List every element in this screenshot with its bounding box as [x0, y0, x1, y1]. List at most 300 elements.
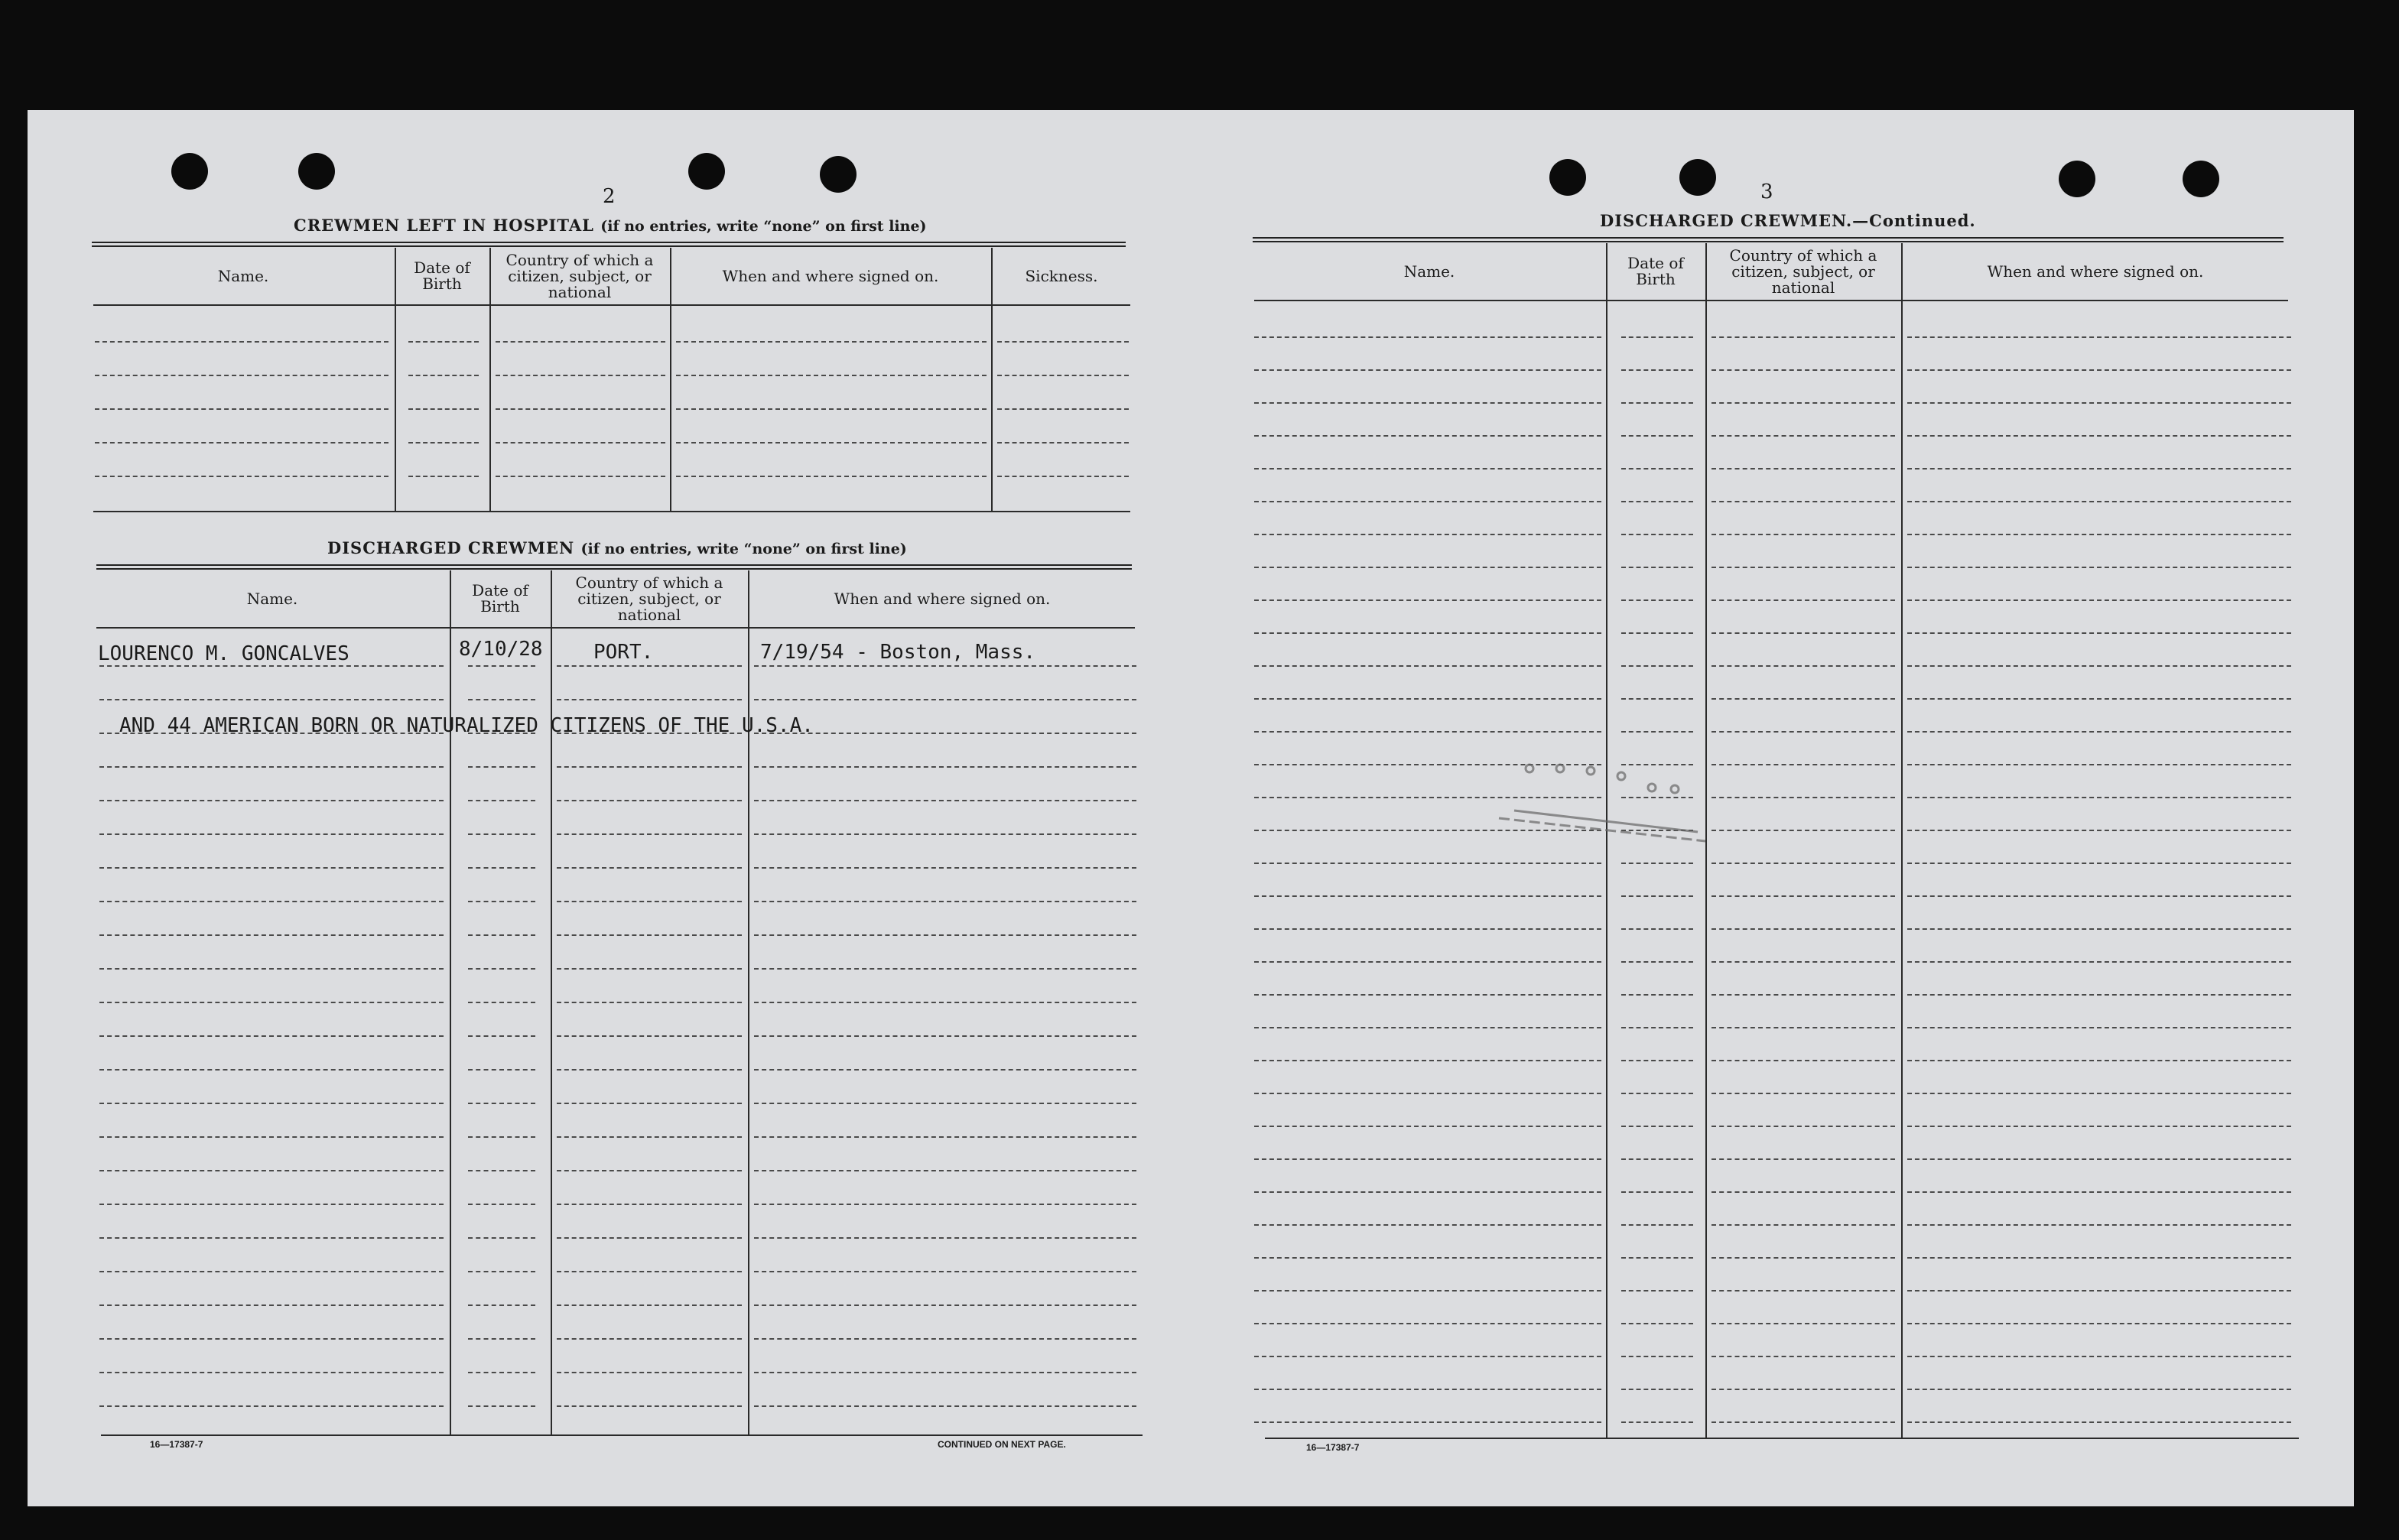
ruled-line [1907, 764, 2291, 765]
ruled-line [1907, 1224, 2291, 1226]
ruled-line [1907, 369, 2291, 371]
faint-stamp-mark [1484, 734, 1713, 856]
ruled-line [1621, 1290, 1693, 1291]
ruled-line [1907, 1027, 2291, 1028]
ruled-line [676, 408, 987, 410]
ruled-line [754, 766, 1136, 768]
ruled-line [99, 800, 444, 801]
ruled-line [1254, 1060, 1601, 1061]
ruled-line [557, 1170, 742, 1171]
ruled-line [1907, 501, 2291, 502]
ruled-line [1711, 928, 1895, 930]
hospital-bottom-rule [93, 511, 1130, 512]
ruled-line [997, 442, 1129, 443]
ruled-line [468, 867, 535, 869]
ruled-line [1254, 468, 1601, 469]
ruled-line [468, 1237, 535, 1239]
discharged-instruction: (if no entries, write “none” on first line) [580, 541, 907, 557]
ruled-line [1711, 1421, 1895, 1423]
col-country: Country of which a citizen, subject, or national [505, 250, 654, 301]
ruled-line [496, 442, 665, 443]
ruled-line [557, 1271, 742, 1272]
ruled-line [99, 1338, 444, 1340]
ruled-line [1711, 599, 1895, 601]
ruled-line [1254, 698, 1601, 700]
punch-hole [820, 156, 857, 193]
ruled-line [1621, 1126, 1693, 1127]
ruled-line [1254, 1356, 1601, 1357]
ruled-line [496, 476, 665, 477]
ruled-line [557, 968, 742, 970]
ruled-line [99, 1271, 444, 1272]
col-sickness: Sickness. [1025, 266, 1098, 285]
ruled-line [1907, 1421, 2291, 1423]
ruled-line [557, 901, 742, 902]
ruled-line [754, 1035, 1136, 1037]
page-number: 3 [1760, 180, 1773, 203]
ruled-line [676, 375, 987, 376]
column-divider [551, 570, 552, 1434]
ruled-line [754, 1069, 1136, 1071]
ruled-line [1907, 468, 2291, 469]
ruled-line [1621, 632, 1693, 634]
ruled-line [408, 442, 479, 443]
ruled-line [1254, 665, 1601, 667]
ruled-line [1907, 1060, 2291, 1061]
column-divider [395, 248, 396, 511]
ruled-line [1711, 336, 1895, 338]
ruled-line [676, 442, 987, 443]
column-divider [1901, 243, 1903, 1438]
ruled-line [1254, 1421, 1601, 1423]
ruled-line [1254, 1191, 1601, 1193]
ruled-line [1254, 1027, 1601, 1028]
ruled-line [1621, 336, 1693, 338]
ruled-line [1254, 1158, 1601, 1160]
ruled-line [1254, 402, 1601, 404]
punch-hole [688, 153, 725, 190]
ruled-line [1907, 1126, 2291, 1127]
entry-country: PORT. [593, 641, 654, 664]
hospital-section-title [294, 216, 927, 235]
ruled-line [99, 1170, 444, 1171]
entry-name: LOURENCO M. GONCALVES [98, 642, 349, 665]
continued-top-rule [1253, 237, 2284, 242]
ruled-line [1621, 665, 1693, 667]
ruled-line [1907, 402, 2291, 404]
ruled-line [1254, 1323, 1601, 1324]
ruled-line [1711, 1290, 1895, 1291]
ruled-line [468, 1103, 535, 1104]
ruled-line [1907, 632, 2291, 634]
ruled-line [99, 901, 444, 902]
ruled-line [1254, 1257, 1601, 1259]
ruled-line [1907, 731, 2291, 733]
ruled-line [99, 833, 444, 835]
ruled-line [557, 867, 742, 869]
ruled-line [468, 1069, 535, 1071]
ruled-line [1907, 665, 2291, 667]
ruled-line [1621, 1158, 1693, 1160]
discharged-bottom-rule [101, 1434, 1143, 1436]
ruled-line [557, 1035, 742, 1037]
ruled-line [754, 699, 1136, 700]
ruled-line [754, 1170, 1136, 1171]
ruled-line [95, 341, 388, 343]
col-when-where: When and where signed on. [834, 589, 1051, 608]
ruled-line [1711, 567, 1895, 568]
ruled-line [754, 1338, 1136, 1340]
ruled-line [1621, 1093, 1693, 1094]
ruled-line [1621, 1224, 1693, 1226]
ruled-line [496, 408, 665, 410]
ruled-line [1711, 501, 1895, 502]
ruled-line [1254, 336, 1601, 338]
ruled-line [1254, 1290, 1601, 1291]
col-date-of-birth: Date of Birth [414, 258, 470, 293]
column-divider [489, 248, 491, 511]
ruled-line [1711, 468, 1895, 469]
ruled-line [557, 665, 742, 667]
ruled-line [99, 968, 444, 970]
punch-hole [2183, 161, 2219, 197]
ruled-line [1907, 1389, 2291, 1390]
ruled-line [1907, 895, 2291, 897]
ruled-line [95, 476, 388, 477]
ruled-line [1621, 567, 1693, 568]
ruled-line [1907, 599, 2291, 601]
ruled-line [1711, 994, 1895, 996]
ruled-line [1907, 863, 2291, 864]
punch-hole [1679, 159, 1716, 196]
ruled-line [754, 1103, 1136, 1104]
ruled-line [997, 476, 1129, 477]
ruled-line [1621, 961, 1693, 963]
ruled-line [95, 408, 388, 410]
ruled-line [1621, 468, 1693, 469]
ruled-line [1711, 1191, 1895, 1193]
ruled-line [496, 375, 665, 376]
column-divider [748, 570, 749, 1434]
ruled-line [1254, 534, 1601, 535]
ruled-line [1711, 731, 1895, 733]
ruled-line [1711, 632, 1895, 634]
column-divider [450, 570, 451, 1434]
ruled-line [468, 1271, 535, 1272]
hospital-title-text: CREWMEN LEFT IN HOSPITAL [294, 216, 594, 235]
ruled-line [1711, 435, 1895, 437]
ruled-line [754, 968, 1136, 970]
ruled-line [1621, 1257, 1693, 1259]
ruled-line [1711, 1389, 1895, 1390]
ruled-line [1621, 402, 1693, 404]
ruled-line [1621, 698, 1693, 700]
ruled-line [1711, 1224, 1895, 1226]
ruled-line [1711, 961, 1895, 963]
ruled-line [408, 476, 479, 477]
ruled-line [557, 1338, 742, 1340]
hospital-instruction: (if no entries, write “none” on first line) [600, 218, 927, 235]
ruled-line [99, 934, 444, 936]
ruled-line [1907, 961, 2291, 963]
ruled-line [1711, 895, 1895, 897]
ruled-line [1711, 830, 1895, 831]
ruled-line [1907, 567, 2291, 568]
ruled-line [1711, 1093, 1895, 1094]
ruled-line [1711, 534, 1895, 535]
col-when-where: When and where signed on. [722, 266, 939, 285]
ruled-line [557, 1002, 742, 1003]
ruled-line [1621, 1060, 1693, 1061]
header-underline [96, 627, 1135, 629]
col-when-where: When and where signed on. [1987, 262, 2204, 281]
ruled-line [754, 665, 1136, 667]
ruled-line [99, 1103, 444, 1104]
ruled-line [1621, 534, 1693, 535]
ruled-line [1907, 1290, 2291, 1291]
ruled-line [1907, 1191, 2291, 1193]
ruled-line [468, 901, 535, 902]
ruled-line [1711, 1158, 1895, 1160]
ruled-line [754, 833, 1136, 835]
ruled-line [468, 1405, 535, 1407]
ruled-line [1621, 1191, 1693, 1193]
ruled-line [557, 1372, 742, 1373]
ruled-line [1711, 1126, 1895, 1127]
col-date-of-birth: Date of Birth [472, 581, 528, 616]
hospital-top-rule [92, 242, 1126, 247]
col-name: Name. [217, 266, 269, 285]
ruled-line [468, 1304, 535, 1306]
ruled-line [1254, 961, 1601, 963]
ruled-line [1711, 1257, 1895, 1259]
ruled-line [468, 800, 535, 801]
ruled-line [557, 1204, 742, 1205]
ruled-line [676, 476, 987, 477]
ruled-line [468, 1204, 535, 1205]
ruled-line [1621, 435, 1693, 437]
ruled-line [1621, 1389, 1693, 1390]
ruled-line [468, 699, 535, 700]
ruled-line [468, 934, 535, 936]
ruled-line [1621, 1323, 1693, 1324]
ruled-line [99, 1069, 444, 1071]
ruled-line [1254, 895, 1601, 897]
ruled-line [1621, 599, 1693, 601]
ruled-line [99, 1204, 444, 1205]
ruled-line [1621, 928, 1693, 930]
ruled-line [1907, 1323, 2291, 1324]
col-country: Country of which a citizen, subject, or national [1729, 245, 1877, 297]
ruled-line [1907, 1356, 2291, 1357]
entry-note: AND 44 AMERICAN BORN OR NATURALIZED CITIZENS OF THE U.S.A. [119, 714, 814, 737]
ruled-line [1907, 1257, 2291, 1259]
ruled-line [99, 1002, 444, 1003]
ruled-line [1621, 369, 1693, 371]
ruled-line [408, 408, 479, 410]
col-date-of-birth: Date of Birth [1627, 254, 1684, 288]
ruled-line [754, 1304, 1136, 1306]
ruled-line [1621, 994, 1693, 996]
ruled-line [99, 1372, 444, 1373]
ruled-line [99, 1136, 444, 1138]
ruled-line [1907, 336, 2291, 338]
ruled-line [468, 1170, 535, 1171]
ruled-line [1254, 928, 1601, 930]
ruled-line [468, 1338, 535, 1340]
ruled-line [557, 1069, 742, 1071]
ruled-line [1621, 1027, 1693, 1028]
ruled-line [754, 1136, 1136, 1138]
ruled-line [95, 442, 388, 443]
ruled-line [676, 341, 987, 343]
ruled-line [557, 1136, 742, 1138]
ruled-line [754, 934, 1136, 936]
ruled-line [1711, 797, 1895, 798]
page-number: 2 [603, 185, 616, 208]
left-page [28, 110, 1198, 1506]
ruled-line [557, 1304, 742, 1306]
ruled-line [1907, 928, 2291, 930]
ruled-line [754, 1204, 1136, 1205]
ruled-line [557, 833, 742, 835]
ruled-line [408, 341, 479, 343]
ruled-line [99, 665, 444, 667]
ruled-line [408, 375, 479, 376]
ruled-line [557, 800, 742, 801]
ruled-line [754, 901, 1136, 902]
ruled-line [754, 800, 1136, 801]
discharged-top-rule [96, 564, 1132, 570]
ruled-line [1711, 1027, 1895, 1028]
form-number: 16—17387-7 [150, 1439, 203, 1450]
ruled-line [754, 1405, 1136, 1407]
form-number: 16—17387-7 [1306, 1442, 1360, 1453]
continued-bottom-rule [1265, 1438, 2299, 1439]
ruled-line [1254, 1224, 1601, 1226]
right-page [1184, 110, 2354, 1506]
ruled-line [754, 1372, 1136, 1373]
ruled-line [1907, 435, 2291, 437]
ruled-line [1254, 599, 1601, 601]
ruled-line [1711, 402, 1895, 404]
ruled-line [1254, 369, 1601, 371]
ruled-line [1711, 1356, 1895, 1357]
ruled-line [754, 1271, 1136, 1272]
ruled-line [1621, 501, 1693, 502]
continued-note: CONTINUED ON NEXT PAGE. [938, 1439, 1066, 1450]
ruled-line [1711, 863, 1895, 864]
ruled-line [1907, 1093, 2291, 1094]
punch-hole [2059, 161, 2095, 197]
ruled-line [1254, 567, 1601, 568]
ruled-line [754, 1237, 1136, 1239]
col-country: Country of which a citizen, subject, or national [575, 573, 723, 624]
ruled-line [468, 1035, 535, 1037]
ruled-line [1621, 1356, 1693, 1357]
ruled-line [1254, 994, 1601, 996]
ruled-line [1711, 764, 1895, 765]
ruled-line [1254, 632, 1601, 634]
ruled-line [468, 968, 535, 970]
header-underline [1254, 300, 2288, 301]
ruled-line [557, 1237, 742, 1239]
column-divider [991, 248, 993, 511]
ruled-line [1254, 501, 1601, 502]
punch-hole [1549, 159, 1586, 196]
ruled-line [754, 867, 1136, 869]
ruled-line [99, 1237, 444, 1239]
ruled-line [1711, 698, 1895, 700]
ruled-line [997, 341, 1129, 343]
ruled-line [557, 699, 742, 700]
ruled-line [99, 867, 444, 869]
ruled-line [557, 934, 742, 936]
col-name: Name. [246, 589, 298, 608]
ruled-line [1254, 1389, 1601, 1390]
ruled-line [468, 1002, 535, 1003]
ruled-line [1907, 698, 2291, 700]
header-underline [93, 304, 1130, 306]
ruled-line [1907, 797, 2291, 798]
ruled-line [557, 1103, 742, 1104]
ruled-line [1907, 1158, 2291, 1160]
ruled-line [95, 375, 388, 376]
column-divider [670, 248, 671, 511]
ruled-line [1907, 830, 2291, 831]
col-name: Name. [1403, 262, 1455, 281]
ruled-line [468, 1372, 535, 1373]
punch-hole [298, 153, 335, 190]
ruled-line [468, 833, 535, 835]
ruled-line [1621, 895, 1693, 897]
ruled-line [1254, 863, 1601, 864]
ruled-line [754, 1002, 1136, 1003]
ruled-line [99, 1304, 444, 1306]
ruled-line [1711, 1323, 1895, 1324]
ruled-line [1621, 863, 1693, 864]
ruled-line [99, 1035, 444, 1037]
ruled-line [496, 341, 665, 343]
ruled-line [997, 375, 1129, 376]
ruled-line [1254, 1093, 1601, 1094]
ruled-line [1621, 1421, 1693, 1423]
ruled-line [468, 665, 535, 667]
ruled-line [557, 1405, 742, 1407]
ruled-line [1254, 731, 1601, 733]
ruled-line [1254, 1126, 1601, 1127]
ruled-line [1907, 994, 2291, 996]
discharged-section-title [327, 538, 907, 557]
ruled-line [1711, 1060, 1895, 1061]
ruled-line [99, 1405, 444, 1407]
ruled-line [99, 766, 444, 768]
entry-dob: 8/10/28 [459, 638, 543, 661]
continued-section-title: DISCHARGED CREWMEN.—Continued. [1600, 211, 1976, 230]
ruled-line [557, 766, 742, 768]
ruled-line [1711, 665, 1895, 667]
discharged-title-text: DISCHARGED CREWMEN [327, 538, 575, 557]
ruled-line [997, 408, 1129, 410]
ruled-line [468, 766, 535, 768]
ruled-line [1907, 534, 2291, 535]
ruled-line [1254, 435, 1601, 437]
ruled-line [468, 1136, 535, 1138]
ruled-line [1621, 731, 1693, 733]
ruled-line [99, 699, 444, 700]
entry-when-where: 7/19/54 - Boston, Mass. [760, 641, 1036, 664]
punch-hole [171, 153, 208, 190]
